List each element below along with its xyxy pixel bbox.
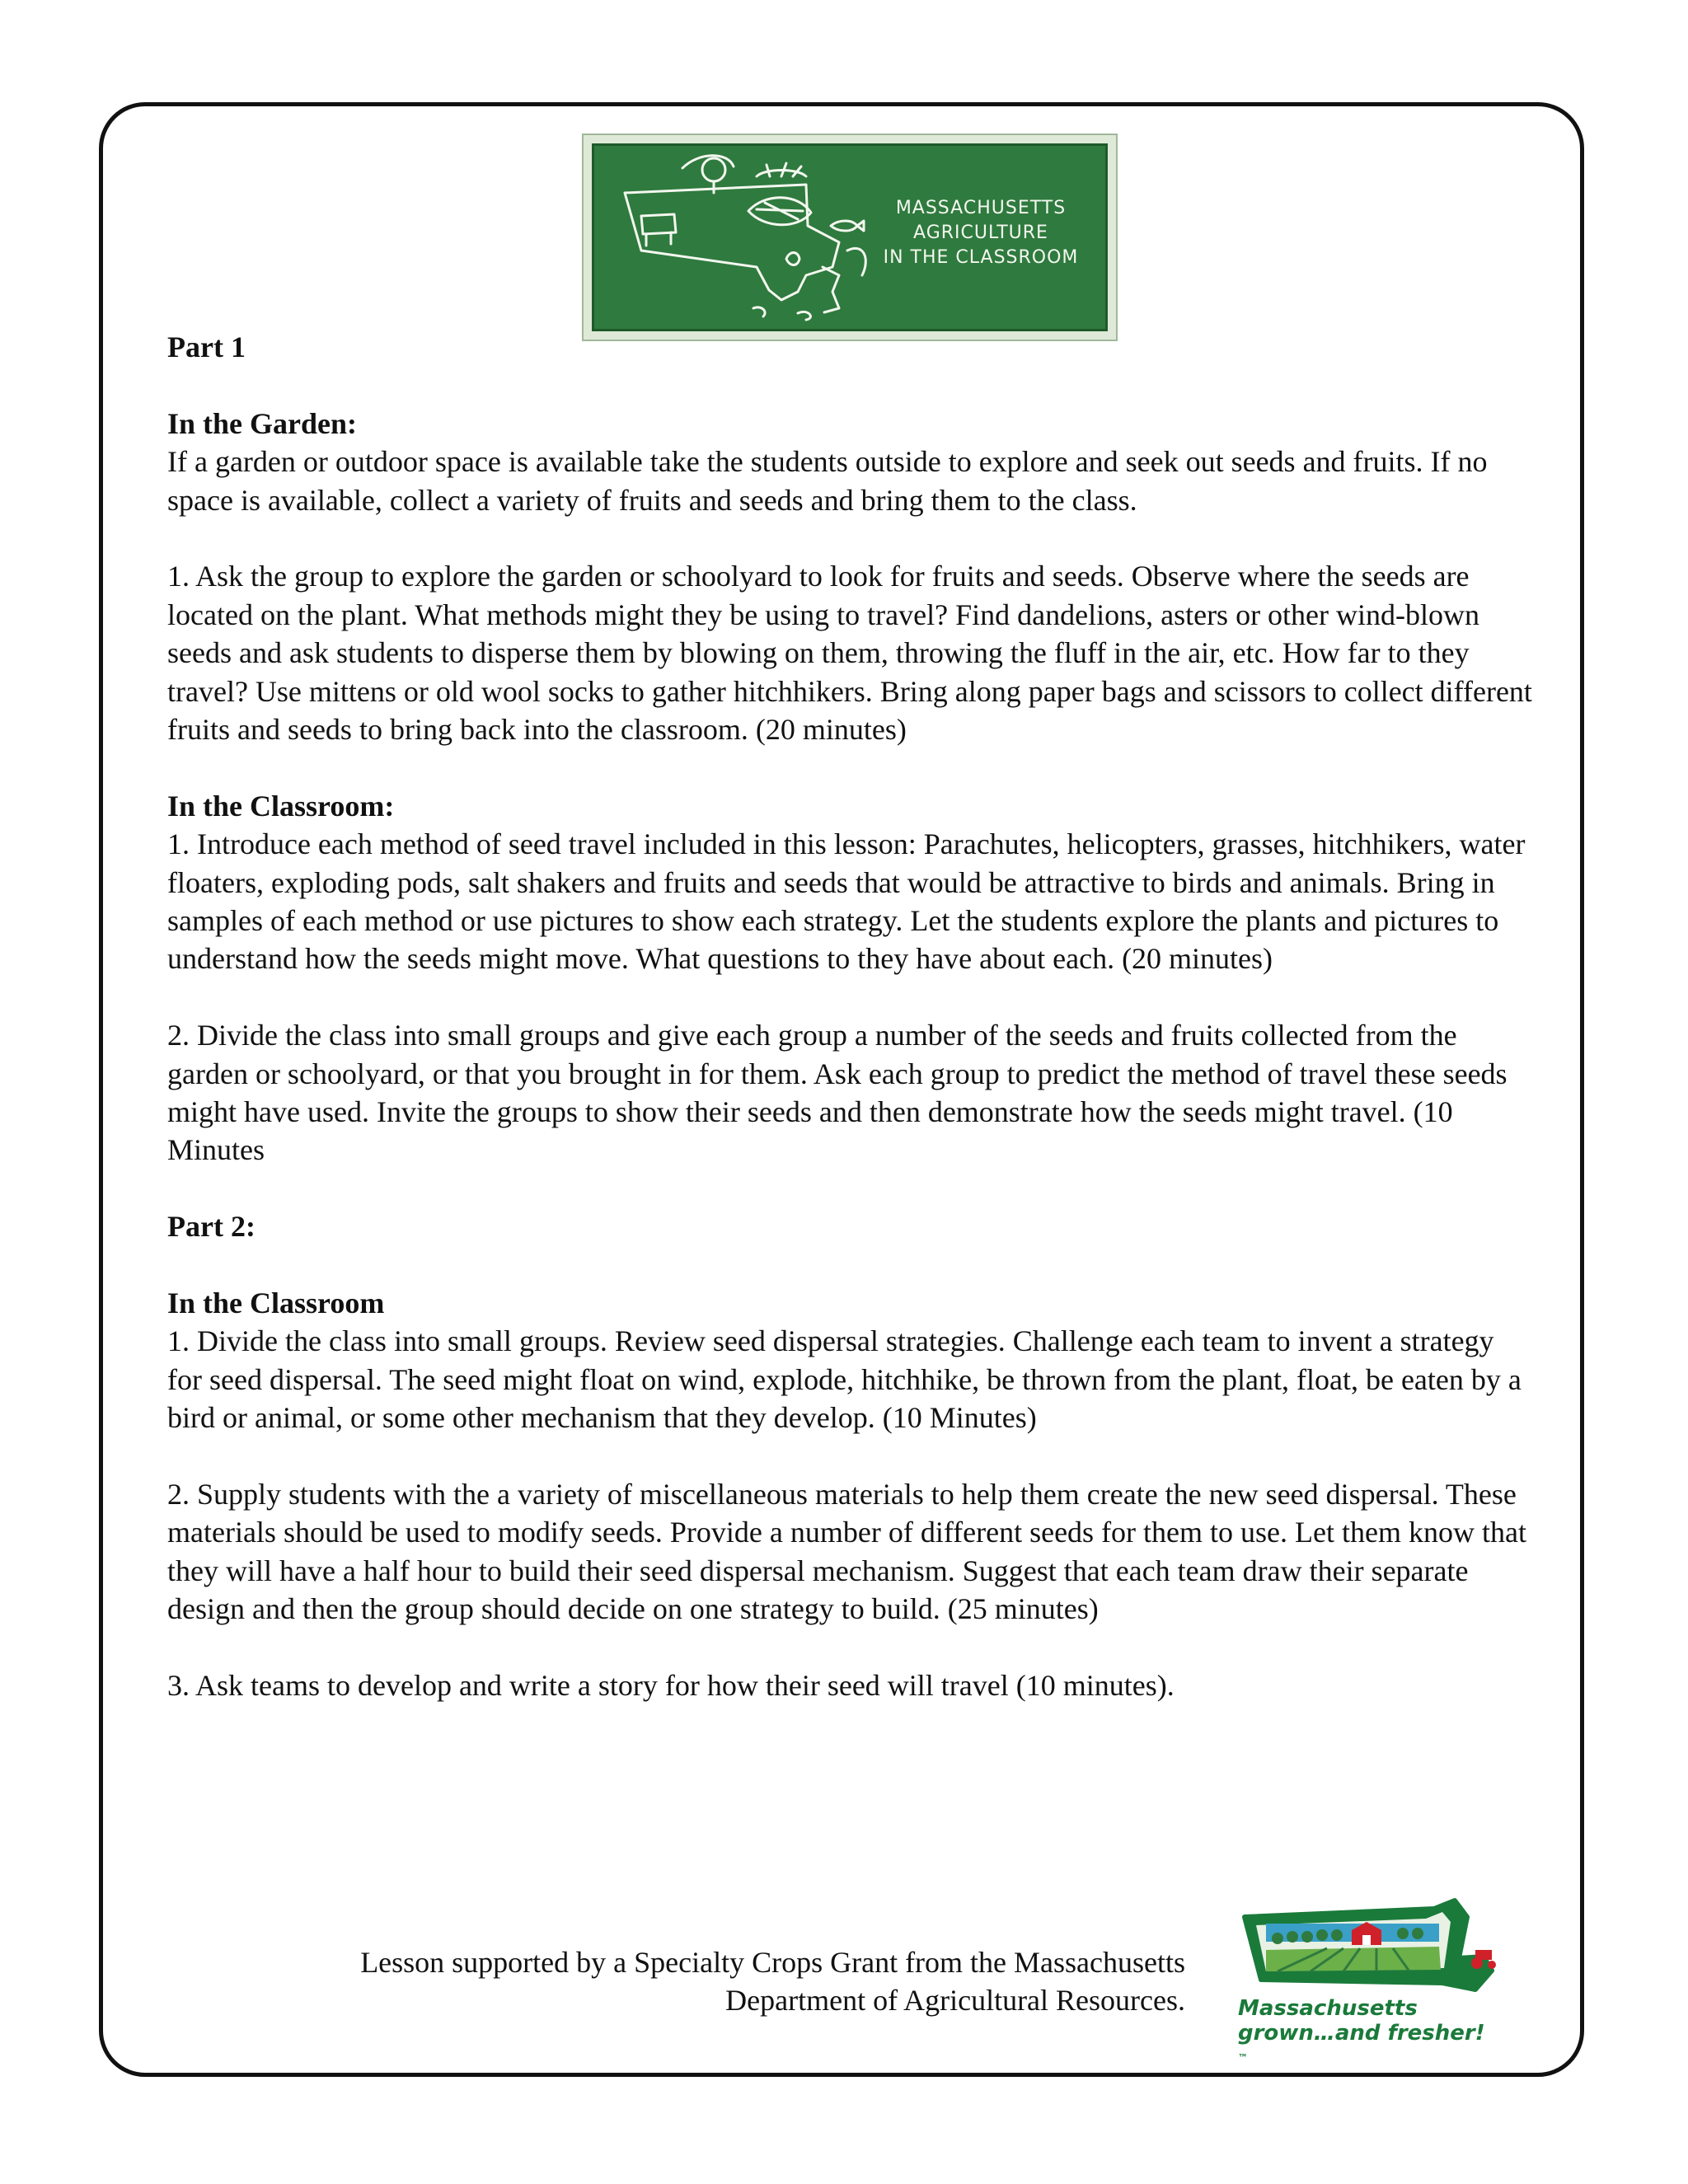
classroom-heading-part2: In the Classroom <box>167 1286 385 1320</box>
garden-heading: In the Garden: <box>167 406 358 440</box>
garden-step-1: 1. Ask the group to explore the garden or schoolyard to look for fruits and seeds. Observe where the seeds are located on the plant. What methods might they be using to travel? Find dandelions, asters or other wind-blown seeds and ask students to disperse them by blowing on them, throwing the fluff in the air, etc. How far to they travel? Use mittens or old wool socks to gather hitchhikers. Bring along paper bags and scissors to collect different fruits and seeds to bring back into the classroom. (20 minutes) <box>167 560 1532 747</box>
footer-line-2: Department of Agricultural Resources. <box>725 1984 1185 2017</box>
part2-step-3: 3. Ask teams to develop and write a story for how their seed will travel (10 minutes). <box>167 1669 1175 1703</box>
logo-line-2: AGRICULTURE <box>913 223 1048 243</box>
logo-title-text <box>857 196 1104 270</box>
logo-line-3: IN THE CLASSROOM <box>883 247 1079 268</box>
classroom-step-1: 1. Introduce each method of seed travel included in this lesson: Parachutes, helicopters, grasses, hitchhikers, water floaters, exploding pods, salt shakers and fruits and seeds that would be attractive to birds and animals. Bring in samples of each method or use pictures to show each strategy. Let the students explore the plants and pictures to understand how the seeds might move. What questions to they have about each. (20 minutes) <box>167 827 1526 976</box>
part2-step-2: 2. Supply students with the a variety of miscellaneous materials to help them create the new seed dispersal. These materials should be used to modify seeds. Provide a number of different seeds for them to use. Let them know that they will have a half hour to build their seed dispersal mechanism. Suggest that each team draw their separate design and then the group should decide on one strategy to build. (25 minutes) <box>167 1478 1526 1626</box>
mass-grown-farm-icon <box>1228 1892 1525 1999</box>
classroom-step-2: 2. Divide the class into small groups and give each group a number of the seeds and fruits collected from the garden or schoolyard, or that you brought in for them. Ask each group to predict the method of travel these seeds might have used. Invite the groups to show their seeds and then demonstrate how the seeds might travel. (10 Minutes <box>167 1019 1507 1167</box>
mass-grown-caption <box>1238 1996 1502 2070</box>
grant-acknowledgement <box>247 1943 1185 2019</box>
ag-in-classroom-logo <box>584 135 1116 340</box>
mass-grown-logo <box>1228 1892 1525 2064</box>
part1-title: Part 1 <box>167 330 246 363</box>
garden-intro: If a garden or outdoor space is available take the students outside to explore and seek out seeds and fruits. If no space is available, collect a variety of fruits and seeds and bring them to the class. <box>167 445 1488 517</box>
classroom-heading-part1: In the Classroom: <box>167 789 395 823</box>
footer-line-1: Lesson supported by a Specialty Crops Grant from the Massachusetts <box>360 1946 1185 1979</box>
mass-caption-line-1: Massachusetts <box>1238 1996 1418 2021</box>
mass-caption-line-2: grown…and fresher! ™ <box>1238 2021 1502 2070</box>
lesson-content <box>167 328 1536 1705</box>
logo-line-1: MASSACHUSETTS <box>895 198 1067 218</box>
part2-title: Part 2: <box>167 1210 256 1244</box>
part2-step-1: 1. Divide the class into small groups. Review seed dispersal strategies. Challenge each team to invent a strategy for seed dispersal. The seed might float on wind, explode, hitchhike, be thrown from the plant, float, be eaten by a bird or animal, or some other mechanism that they develop. (10 Minutes) <box>167 1324 1522 1435</box>
trademark-symbol: ™ <box>1238 2052 1248 2064</box>
